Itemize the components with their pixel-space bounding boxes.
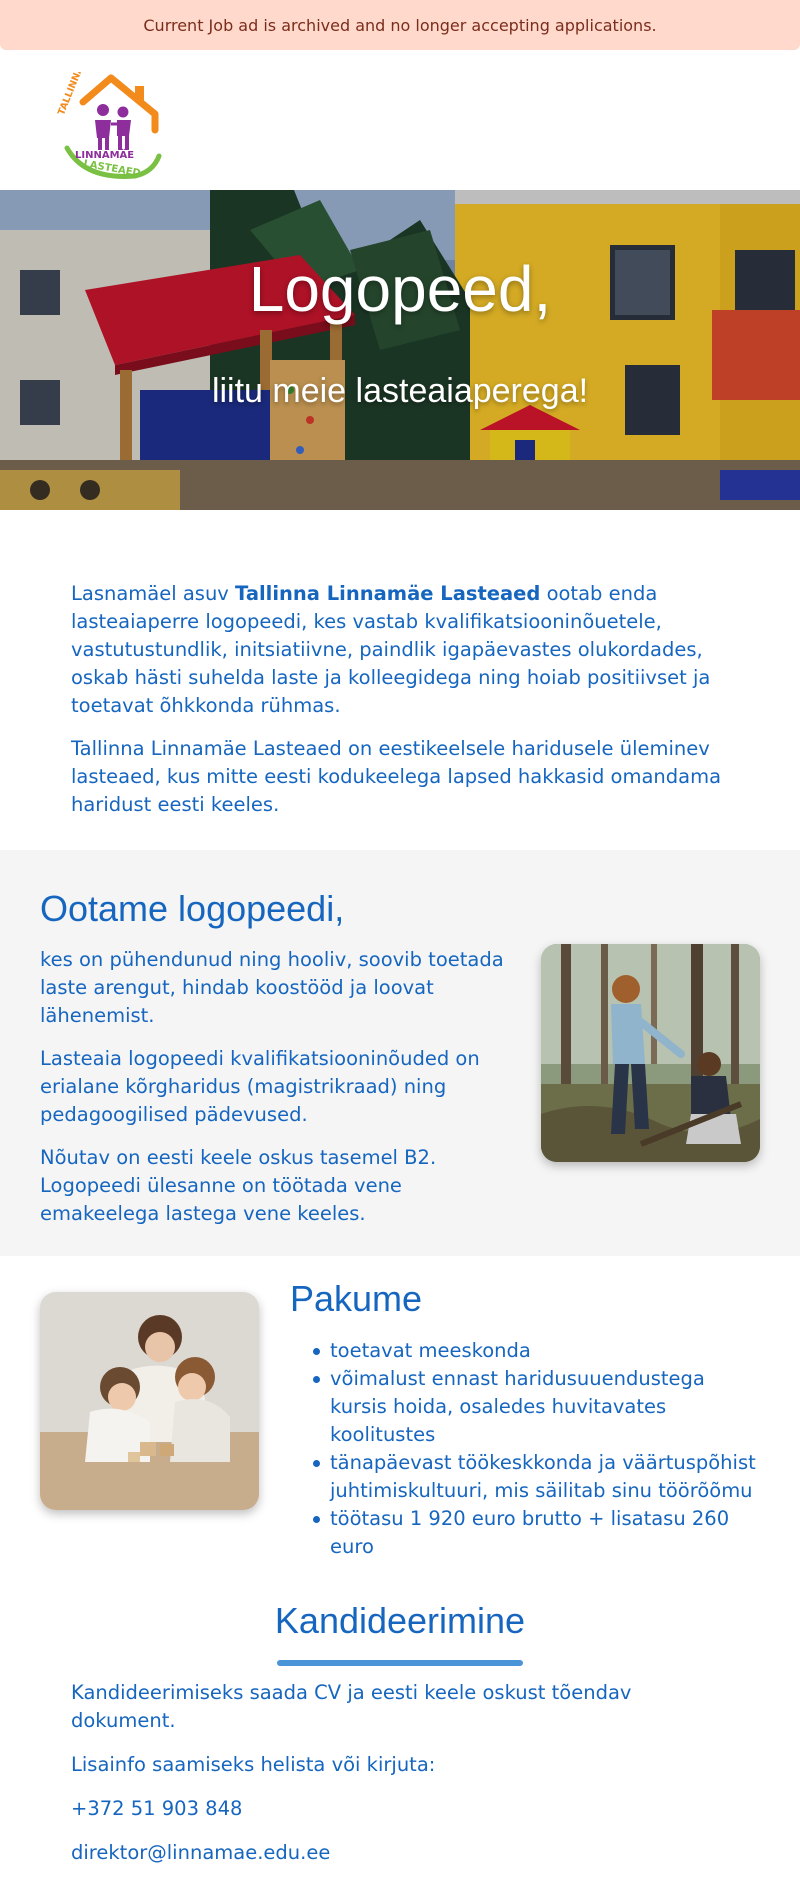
hero-subtitle: liitu meie lasteaiaperega! (211, 372, 589, 410)
intro-paragraph-2: Tallinna Linnamäe Lasteaed on eestikeelsele haridusele üleminev lasteaed, kus mitte eesti kodukeelega lapsed hakkasid omandama haridust eesti keeles. (71, 737, 722, 816)
family-hugging-photo (40, 1292, 259, 1510)
intro-paragraph-1 (71, 580, 731, 720)
contact-intro: Lisainfo saamiseks helista või kirjuta: (71, 1753, 436, 1776)
application-instructions: Kandideerimiseks saada CV ja eesti keele oskust tõendav dokument. (71, 1681, 632, 1732)
requirements-paragraph-2: Lasteaia logopeedi kvalifikatsiooninõuded on erialane kõrgharidus (magistrikraad) ning pedagoogilised pädevused. (40, 1047, 480, 1126)
hero-title: Logopeed, (248, 253, 552, 325)
email-link[interactable]: direktor@linnamae.edu.ee (71, 1841, 331, 1864)
requirements-title: Ootame logopeedi, (40, 888, 345, 929)
title-underline (277, 1660, 523, 1666)
application-body (71, 1679, 731, 1883)
logo-bottom-text: LASTEAED (82, 158, 142, 180)
logo-middle-text: LINNAMÄE (75, 150, 135, 161)
application-title: Kandideerimine (274, 1600, 526, 1641)
logo-top-text: TALLINNA (56, 72, 86, 117)
offer-item: toetavat meeskonda (310, 1337, 760, 1365)
archived-notice-banner (0, 0, 800, 50)
hero-playground-image (0, 190, 800, 510)
hero-section (0, 190, 800, 510)
offer-item: võimalust ennast haridusuuendustega kursis hoida, osaledes huvitavates koolitustes (310, 1365, 760, 1449)
phone-link[interactable]: +372 51 903 848 (71, 1797, 243, 1820)
offer-item: töötasu 1 920 euro brutto + lisatasu 260 euro (310, 1505, 760, 1561)
requirements-paragraph-1: kes on pühendunud ning hooliv, soovib toetada laste arengut, hindab koostööd ja loovat lähenemist. (40, 948, 504, 1027)
hiking-children-photo (541, 944, 760, 1162)
requirements-paragraph-3: Nõutav on eesti keele oskus tasemel B2. Logopeedi ülesanne on töötada vene emakeelega lastega vene keeles. (40, 1146, 437, 1225)
kindergarten-logo (55, 72, 167, 184)
intro-text-end: ootab enda lasteaiaperre logopeedi, kes vastab kvalifikatsiooninõuetele, vastutustundlik, initsiatiivne, paindlik igapäevastes olukordades, oskab hästi suhelda laste ja kolleegidega ning hoiab positiivset ja toetavat õhkkonda rühmas. (71, 582, 711, 717)
archived-notice-text: Current Job ad is archived and no longer accepting applications. (143, 15, 657, 35)
intro-section (71, 580, 731, 834)
requirements-body (40, 946, 518, 1243)
intro-text-start: Lasnamäel asuv (71, 582, 236, 605)
offer-title: Pakume (290, 1278, 423, 1319)
offer-list (310, 1337, 760, 1561)
offer-item: tänapäevast töökeskkonda ja väärtuspõhist juhtimiskultuuri, mis säilitab sinu töörõõmu (310, 1449, 760, 1505)
kindergarten-name: Tallinna Linnamäe Lasteaed (235, 582, 541, 605)
